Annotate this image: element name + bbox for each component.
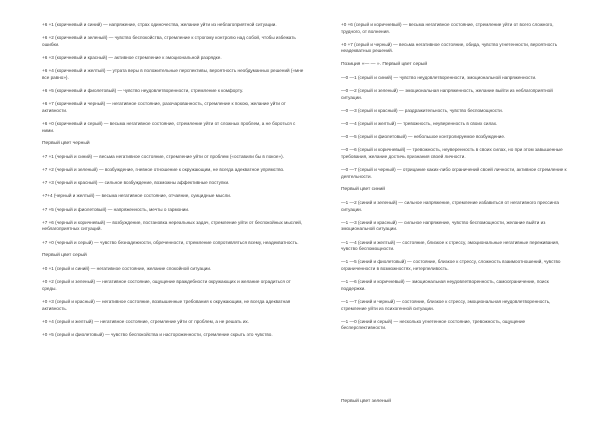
color-pair-paragraph: +0 +7 (серый и черный) — весьма негативное состояние, обида, чувство угнетенности, вероятность неадекватных решений. xyxy=(341,41,558,54)
color-pair-paragraph: —0 —2 (серый и зеленый) — эмоциональная напряженность, желание выйти из неблагоприятной ситуации. xyxy=(341,87,553,100)
section-spacer xyxy=(341,339,571,399)
color-pair-paragraph: —0 —7 (серый и черный) — отрицание каких-либо ограничений своей личности, активное стремление к деятельности. xyxy=(341,167,567,179)
color-pair-paragraph: +6 +3 (коричневый и красный) — активное стремление к эмоциональной разрядке. xyxy=(42,54,222,60)
color-pair-paragraph: —1 —5 (синий и фиолетовый) — состояние, близкое к стрессу, сложность взаимоотношений, чувство ограниченности в возможностях, нетерпеливость. xyxy=(341,259,561,271)
color-pair-paragraph: —0 —3 (серый и красный) — раздражительность, чувство беспомощности. xyxy=(341,107,504,113)
left-column xyxy=(42,22,304,424)
section-heading: Позиция «— — ». Первый цвет серый xyxy=(341,61,428,67)
color-pair-paragraph: +7 +0 (черный и серый) — чувство безнадежности, обреченности, стремление сопротивляться всему, неадекватность. xyxy=(42,239,299,245)
color-pair-paragraph: +7+4 (черный и желтый) — весьма негативное состояние, отчаяние, суицидные мысли. xyxy=(42,193,232,199)
color-pair-paragraph: +0 +3 (серый и красный) — негативное состояние, возвышенные требования к окружающим, не всегда адекватная активность. xyxy=(42,298,291,311)
color-pair-paragraph: +0 +2 (серый и зеленый) — негативное состояние, ощущение враждебности окружающих и желание оградиться от среды. xyxy=(42,279,291,291)
color-pair-paragraph: +0 +1 (серый и синий) — негативное состояние, желание спокойной ситуации. xyxy=(42,265,212,271)
color-pair-paragraph: —0 —4 (серый и желтый) — тревожность, неуверенность в своих силах. xyxy=(341,120,498,126)
color-pair-paragraph: +0 +5 (серый и фиолетовый) — чувство беспокойства и настороженности, стремление скрыть это чувство. xyxy=(42,331,273,337)
color-pair-paragraph: +6 +1 (коричневый и синий) — напряжение, страх одиночества, желание уйти из неблагоприятной ситуации. xyxy=(42,22,277,27)
color-pair-paragraph: —0 —1 (серый и синий) — чувство неудовлетворенности, эмоциональной напряженности. xyxy=(341,74,537,80)
right-column xyxy=(341,22,571,424)
color-pair-paragraph: —1 —0 (синий и серый) — несколько угнетенное состояние, тревожность, ощущение бесперспективности. xyxy=(341,318,526,331)
color-pair-paragraph: —1 —4 (синий и желтый) — состояние, близкое к стрессу, эмоциональные негативные переживания, чувство беспомощности. xyxy=(341,239,560,252)
color-pair-paragraph: —1 —7 (синий и черный) — состояние, близкое к стрессу, эмоциональная неудовлетворенность, стремление уйти из психогенной ситуации. xyxy=(341,298,551,311)
color-pair-paragraph: +6 +7 (коричневый и черный) — негативное состояние, разочарованность, стремление к покою, желание уйти от активности. xyxy=(42,101,286,113)
color-pair-paragraph: +6 +4 (коричневый и желтый) — утрата веры в положительные перспективы, вероятность необдуманных решений («мне все равно»). xyxy=(42,68,304,80)
color-pair-paragraph: —1 —2 (синий и зеленый) — сильное напряжение, стремление избавиться от негативного прессинга ситуации. xyxy=(341,200,559,212)
color-pair-paragraph: +0 +4 (серый и желтый) — негативное состояние, стремление уйти от проблем, а не решать их. xyxy=(42,318,250,324)
color-pair-paragraph: +7 +2 (черный и зеленый) — возбуждение, гневное отношение к окружающим, не всегда адекватное упрямство. xyxy=(42,167,285,173)
color-pair-paragraph: +7 +1 (черный и синий) — весьма негативное состояние, стремление уйти от проблем («оставили бы в покое»). xyxy=(42,153,284,159)
color-pair-paragraph: —1 —3 (синий и красный) — сильное напряжение, чувство беспомощности, желание выйти из эмоциональной ситуации. xyxy=(341,219,546,232)
color-pair-paragraph: —0 —5 (серый и фиолетовый) — небольшое контролируемое возбуждение. xyxy=(341,134,506,140)
color-pair-paragraph: +7 +6 (черный и коричневый) — возбуждение, постановка нереальных задач, стремление уйти от беспокойных мыслей, неблагоприятных ситуаций. xyxy=(42,219,303,232)
section-heading: Первый цвет черный xyxy=(42,140,90,146)
color-pair-paragraph: +0 +6 (серый и коричневый) — весьма негативное состояние, стремление уйти от всего сложного, трудного, от волнения. xyxy=(341,22,554,34)
color-pair-paragraph: —1 —6 (синий и коричневый) — эмоциональная неудовлетворенность, самоограничение, поиск поддержки. xyxy=(341,279,549,291)
color-pair-paragraph: +6 +5 (коричневый и фиолетовый) — чувство неудовлетворенности, стремление к комфорту. xyxy=(42,87,244,93)
color-pair-paragraph: +7 +5 (черный и фиолетовый) — напряженность, мечты о гармонии. xyxy=(42,206,190,212)
color-pair-paragraph: —0 —6 (серый и коричневый) — тревожность, неуверенность в своих силах, но при этом завышенные требования, желание достичь признания своей личности. xyxy=(341,147,563,159)
section-heading: Первый цвет зеленый xyxy=(341,398,391,404)
color-pair-paragraph: +6 +2 (коричневый и зеленый) — чувство беспокойства, стремление к строгому контролю над собой, чтобы избежать ошибки. xyxy=(42,35,296,47)
section-heading: Первый цвет синий xyxy=(341,186,386,192)
color-pair-paragraph: +6 +0 (коричневый и серый) — весьма негативное состояние, стремление уйти от сложных проблем, а не бороться с ними. xyxy=(42,120,296,133)
section-heading: Первый цвет серый xyxy=(42,252,87,258)
color-pair-paragraph: +7 +3 (черный и красный) — сильное возбуждение, возможны аффективные поступки. xyxy=(42,180,230,186)
